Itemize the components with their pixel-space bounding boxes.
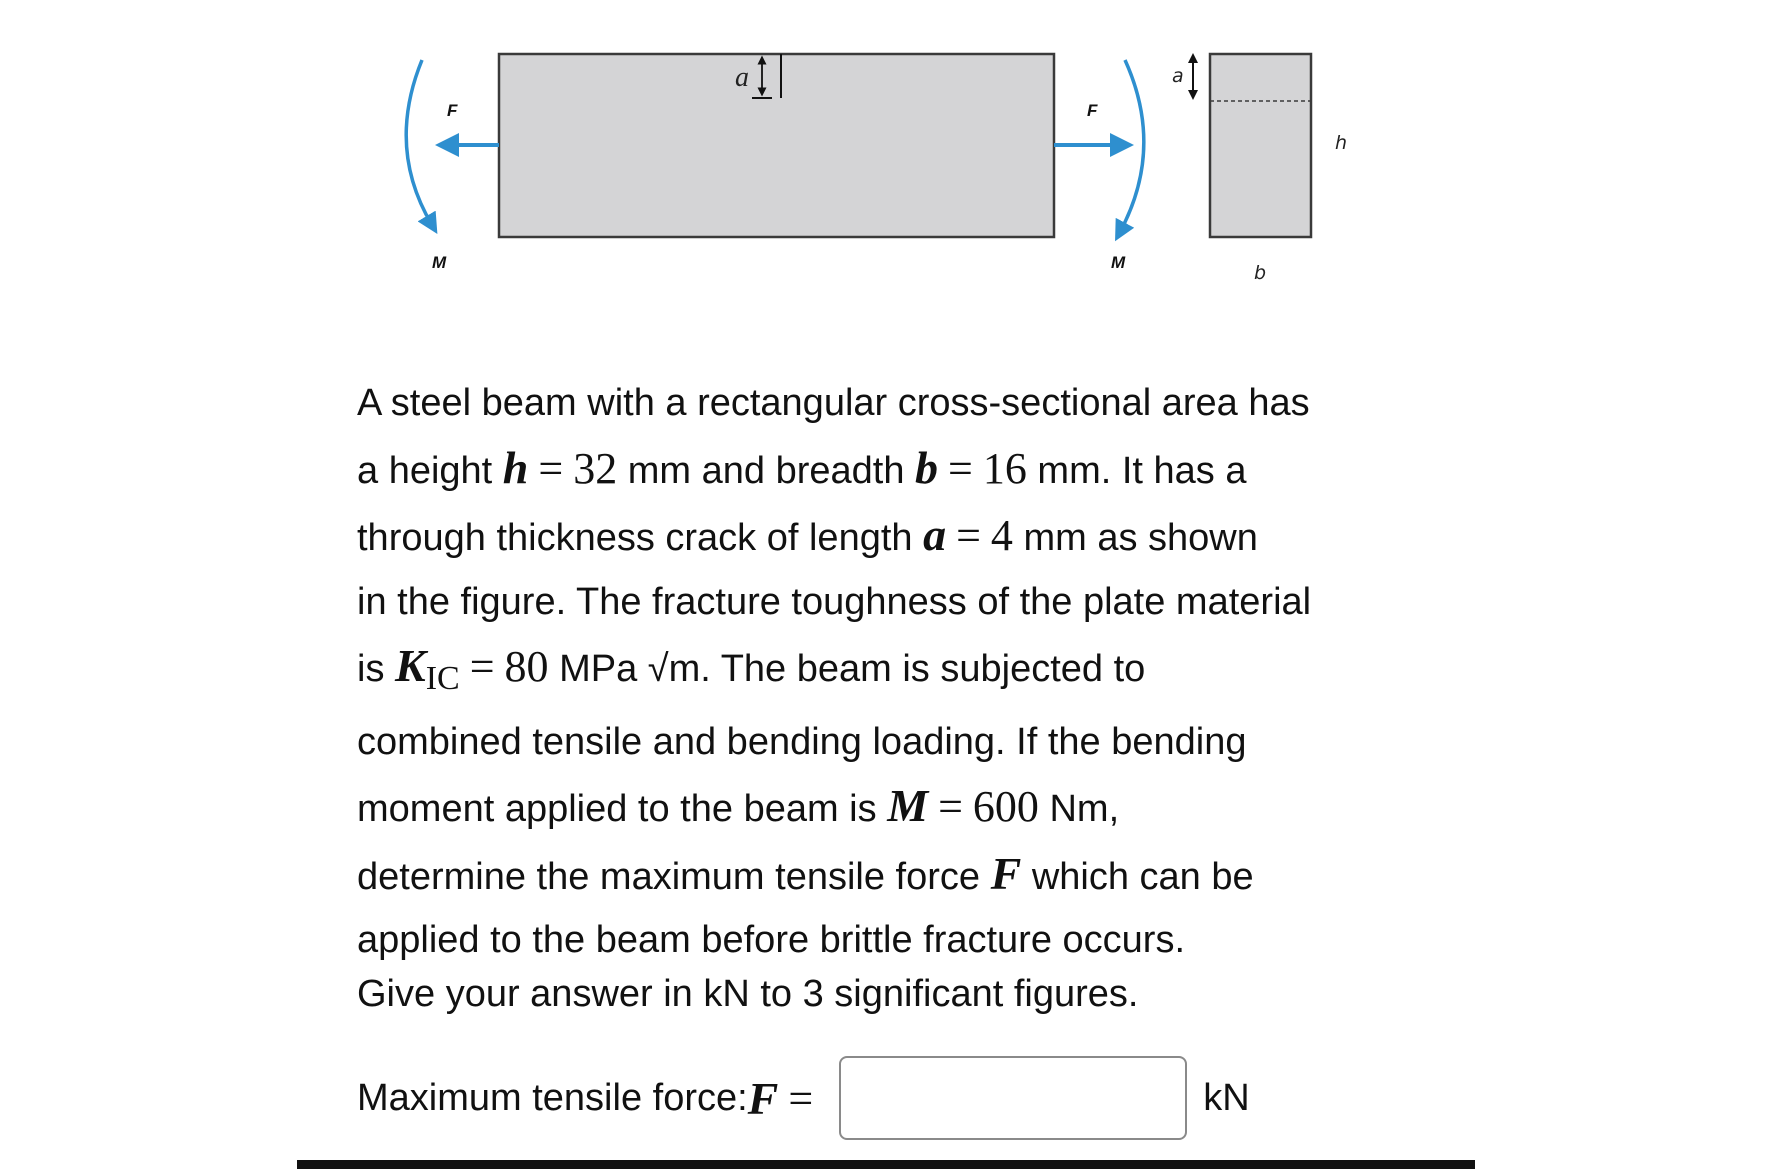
- toughness-value: 80: [504, 642, 549, 691]
- answer-force-symbol: F: [747, 1072, 779, 1124]
- problem-text: moment applied to the beam is: [357, 788, 888, 830]
- force-symbol: F: [990, 847, 1022, 899]
- answer-unit: kN: [1203, 1076, 1250, 1119]
- beam-side-view: [499, 54, 1054, 237]
- problem-text: in the figure. The fracture toughness of the plate material: [357, 580, 1312, 623]
- problem-text: mm. It has a: [1026, 449, 1247, 492]
- equals-sign: =: [948, 443, 973, 493]
- problem-line-2: [357, 436, 1437, 504]
- toughness-symbol: K: [395, 640, 426, 691]
- beam-figure: [0, 0, 1770, 320]
- problem-text: through thickness crack of length: [357, 517, 924, 559]
- answer-row: [357, 1056, 1250, 1140]
- equals-sign: =: [469, 642, 495, 691]
- moment-symbol: M: [887, 780, 929, 831]
- moment-left-arc: [406, 60, 432, 225]
- moment-right-label: M: [1111, 253, 1126, 272]
- problem-line-9: [357, 909, 1437, 973]
- crack-section-label: a: [1172, 65, 1184, 87]
- answer-equals-sign: =: [788, 1073, 814, 1123]
- height-symbol: h: [502, 441, 529, 493]
- problem-text: mm and breadth: [617, 449, 916, 492]
- moment-left-label: M: [432, 253, 447, 272]
- breadth-label: b: [1254, 262, 1267, 284]
- breadth-symbol: b: [915, 441, 939, 493]
- problem-line-3: [357, 503, 1437, 571]
- beam-cross-section: [1210, 54, 1311, 237]
- moment-right-arc: [1120, 60, 1144, 232]
- problem-line-7: [357, 774, 1437, 842]
- problem-text: applied to the beam before brittle fracture occurs.: [357, 919, 1186, 961]
- answer-input[interactable]: [839, 1056, 1187, 1140]
- crack-length-value: 4: [990, 511, 1013, 560]
- breadth-value: 16: [982, 443, 1027, 493]
- answer-instruction: Give your answer in kN to 3 significant figures.: [357, 973, 1139, 1015]
- problem-text: determine the maximum tensile force: [357, 855, 991, 898]
- force-right-label: F: [1087, 101, 1098, 120]
- equals-sign: =: [938, 782, 963, 831]
- problem-line-6: [357, 711, 1437, 775]
- equals-sign: =: [538, 443, 564, 493]
- problem-text: is: [357, 648, 395, 690]
- problem-text: a height: [357, 449, 503, 492]
- problem-line-1: [357, 372, 1437, 436]
- height-value: 32: [573, 443, 618, 493]
- problem-line-4: [357, 571, 1437, 635]
- equals-sign: =: [956, 511, 981, 560]
- problem-text: A steel beam with a rectangular cross-sectional area has: [357, 382, 1310, 424]
- problem-line-8: [357, 842, 1437, 910]
- toughness-subscript: IC: [425, 660, 460, 697]
- bottom-divider-bar: [297, 1160, 1475, 1169]
- problem-text: Nm,: [1038, 788, 1120, 830]
- moment-value: 600: [972, 782, 1039, 831]
- crack-side-label: a: [735, 62, 749, 93]
- force-left-label: F: [447, 101, 458, 120]
- height-label: h: [1335, 132, 1348, 154]
- problem-text: MPa √m. The beam is subjected to: [548, 648, 1146, 690]
- problem-statement: [357, 372, 1437, 973]
- answer-label: Maximum tensile force:: [357, 1076, 748, 1119]
- problem-text: mm as shown: [1012, 517, 1258, 559]
- crack-length-symbol: a: [923, 509, 947, 560]
- problem-line-5: [357, 634, 1437, 711]
- problem-text: combined tensile and bending loading. If the bending: [357, 720, 1247, 763]
- problem-text: which can be: [1021, 855, 1254, 898]
